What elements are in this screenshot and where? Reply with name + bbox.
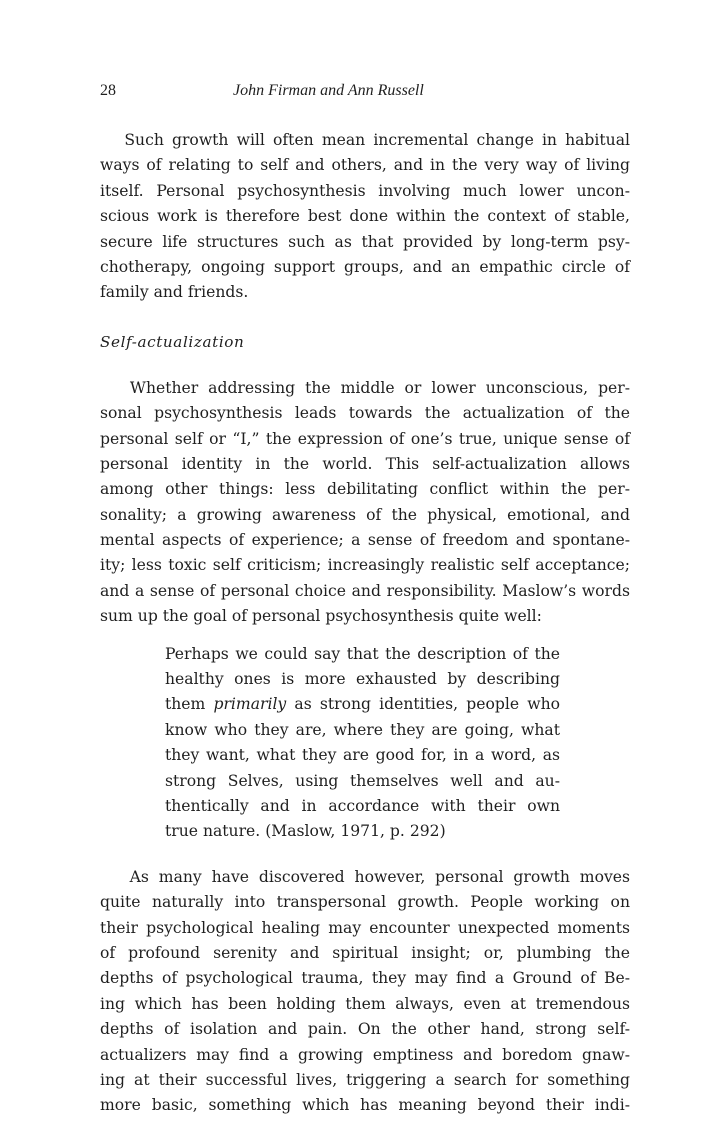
text-line: quite naturally into transpersonal growth. People working on [100, 893, 630, 912]
running-title: John Firman and Ann Russell [233, 82, 424, 99]
paragraph-growth [100, 128, 630, 306]
quote-line: strong Selves, using themselves well and au- [165, 771, 560, 790]
quote-line: true nature. (Maslow, 1971, p. 292) [165, 822, 446, 841]
quote-text: as strong identities, people who [286, 695, 560, 714]
text-line: ways of relating to self and others, and in the very way of living [100, 156, 630, 175]
paragraph-self-actualization [100, 376, 630, 630]
text-line: ing which has been holding them always, even at tremendous [100, 994, 630, 1013]
text-line: secure life structures such as that provided by long-term psy- [100, 232, 630, 251]
text-line: sonality; a growing awareness of the physical, emotional, and [100, 505, 630, 524]
quote-line [165, 692, 560, 717]
text-line: and a sense of personal choice and responsibility. Maslow’s words [100, 581, 630, 600]
quote-line: thentically and in accordance with their own [165, 796, 560, 815]
quote-line: Perhaps we could say that the description of the [165, 644, 560, 663]
text-line: scious work is therefore best done within the context of stable, [100, 207, 630, 226]
text-line: of profound serenity and spiritual insight; or, plumbing the [100, 943, 630, 962]
text-line: itself. Personal psychosynthesis involving much lower uncon- [100, 181, 630, 200]
running-head [100, 82, 630, 108]
text-line: depths of psychological trauma, they may find a Ground of Be- [100, 969, 630, 988]
quote-line: know who they are, where they are going, what [165, 720, 560, 739]
text-line: family and friends. [100, 283, 249, 302]
text-line: actualizers may find a growing emptiness and boredom gnaw- [100, 1045, 630, 1064]
section-heading: Self-actualization [100, 332, 245, 351]
text-line: more basic, something which has meaning beyond their indi- [100, 1096, 630, 1115]
text-line: chotherapy, ongoing support groups, and an empathic circle of [100, 257, 630, 276]
text-line: depths of isolation and pain. On the other hand, strong self- [100, 1020, 630, 1039]
quote-text: them [165, 695, 214, 714]
text-line: mental aspects of experience; a sense of freedom and spontane- [100, 531, 630, 550]
text-line: personal self or “I,” the expression of one’s true, unique sense of [100, 429, 630, 448]
quote-line: they want, what they are good for, in a word, as [165, 746, 560, 765]
quote-line: healthy ones is more exhausted by describing [165, 670, 560, 689]
text-line: Such growth will often mean incremental change in habitual [100, 131, 630, 149]
page-number: 28 [100, 82, 116, 99]
text-line: personal identity in the world. This self-actualization allows [100, 454, 630, 473]
paragraph-transpersonal [100, 865, 630, 1119]
text-line: As many have discovered however, personal growth moves [100, 867, 630, 886]
book-page [100, 82, 630, 1119]
text-line: among other things: less debilitating conflict within the per- [100, 480, 630, 499]
text-line: sonal psychosynthesis leads towards the actualization of the [100, 404, 630, 423]
block-quote [165, 642, 560, 845]
text-line: Whether addressing the middle or lower unconscious, per- [100, 378, 630, 397]
text-line: their psychological healing may encounter unexpected moments [100, 918, 630, 937]
text-line: sum up the goal of personal psychosynthesis quite well: [100, 607, 542, 626]
text-line: ing at their successful lives, triggering a search for something [100, 1070, 630, 1089]
quote-emphasis: primarily [213, 695, 287, 714]
text-line: ity; less toxic self criticism; increasingly realistic self acceptance; [100, 556, 630, 575]
